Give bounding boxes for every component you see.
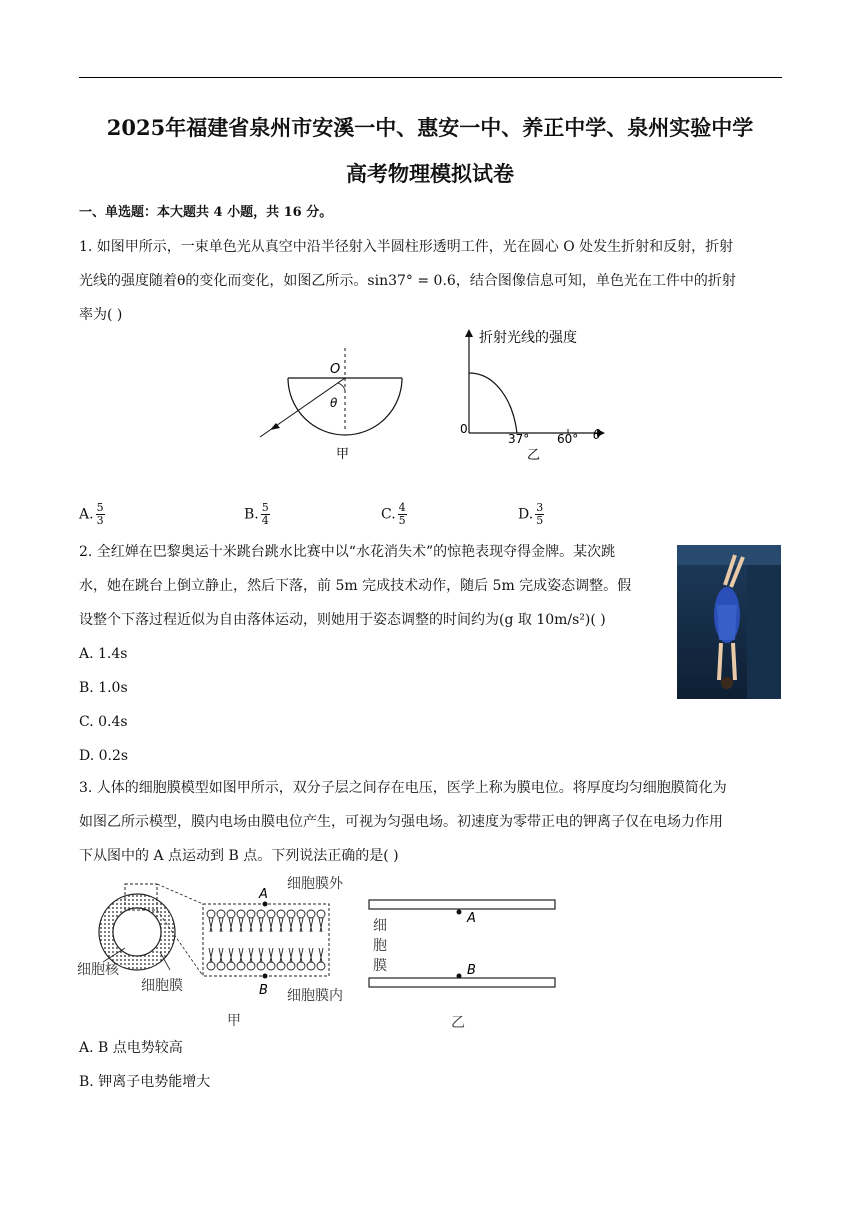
q1-caption-yi: 乙 [527,448,541,463]
exam-title-line1: 2025年福建省泉州市安溪一中、惠安一中、养正中学、泉州实验中学 [106,115,754,140]
q1-ylabel: 折射光线的强度 [479,330,577,346]
q3-side-label-3: 膜 [373,958,387,974]
q1-option-d[interactable] [518,502,544,527]
option-letter: D. [518,506,534,523]
diver-photo [677,545,781,699]
q2-option-a[interactable]: A. 1.4s [79,646,128,662]
q3-fig-right-B: B [467,963,476,978]
denominator: 3 [96,514,104,527]
numerator: 5 [261,501,269,514]
q1-caption-jia: 甲 [336,447,350,462]
q3-option-b[interactable]: B. 钾离子电势能增大 [79,1074,211,1090]
denominator: 4 [261,514,269,527]
q2-option-d[interactable]: D. 0.2s [79,748,129,764]
q1-label-theta: θ [330,396,338,410]
q3-caption-jia: 甲 [227,1013,241,1029]
q3-options [79,1031,210,1099]
q3-fig-left-B: B [259,983,268,998]
q3-option-a[interactable]: A. B 点电势较高 [79,1040,183,1056]
q2-line2: 水，她在跳台上倒立静止，然后下落，前 5m 完成技术动作，随后 5m 完成姿态调整。假 [79,578,632,594]
q1-line2: 光线的强度随着θ的变化而变化，如图乙所示。sin37° = 0.6，结合图像信息可知，单色光在工件中的折射 [79,273,736,289]
q1-option-a[interactable] [79,502,105,527]
fraction [261,502,270,527]
q3-line1: 3. 人体的细胞膜模型如图甲所示，双分子层之间存在电压，医学上称为膜电位。将厚度均匀细胞膜简化为 [79,780,727,796]
denominator: 5 [536,514,544,527]
q1-option-b[interactable] [244,502,270,527]
q1-line3: 率为( ) [79,307,123,323]
exam-title-line2: 高考物理模拟试卷 [346,161,514,186]
q3-fig-right-A: A [467,911,476,926]
q3-label-inside: 细胞膜内 [287,988,343,1004]
q1-figure-left [250,345,420,465]
q3-label-outside: 细胞膜外 [287,876,343,892]
q1-text [79,230,736,332]
fraction [535,502,544,527]
option-letter: B. [244,506,259,523]
q3-label-nucleus: 细胞核 [77,962,119,978]
q1-option-c[interactable] [381,502,407,527]
q3-line3: 下从图中的 A 点运动到 B 点。下列说法正确的是( ) [79,848,399,864]
q1-tick-60: 60° [557,432,579,446]
q1-xlabel: θ [593,428,601,443]
fraction [96,502,105,527]
q2-line1: 2. 全红婵在巴黎奥运十米跳台跳水比赛中以“水花消失术”的惊艳表现夺得金牌。某次跳 [79,544,616,560]
q3-caption-yi: 乙 [451,1015,465,1030]
q3-side-label-2: 胞 [373,938,387,954]
q2-option-b[interactable]: B. 1.0s [79,680,128,696]
top-rule [79,77,782,78]
option-letter: C. [381,506,396,523]
q1-label-O: O [330,362,341,377]
q1-line1: 1. 如图甲所示，一束单色光从真空中沿半径射入半圆柱形透明工件，光在圆心 O 处发生折射和反射，折射 [79,239,734,255]
q1-tick-37: 37° [508,432,530,446]
option-letter: A. [79,506,94,523]
q3-side-label-1: 细 [373,918,387,934]
q2-line3: 设整个下落过程近似为自由落体运动，则她用于姿态调整的时间约为(g 取 10m/s²)( ) [79,612,606,628]
q2-text [79,535,631,773]
fraction [398,502,407,527]
denominator: 5 [398,514,406,527]
numerator: 4 [398,501,406,514]
q1-figure-right [455,325,625,465]
numerator: 5 [96,501,104,514]
q3-line2: 如图乙所示模型，膜内电场由膜电位产生，可视为匀强电场。初速度为零带正电的钾离子仅在电场力作用 [79,814,723,830]
numerator: 3 [536,501,544,514]
q3-figure [75,870,565,1030]
q3-text [79,771,727,873]
q3-label-membrane: 细胞膜 [141,978,183,994]
section-heading: 一、单选题：本大题共 4 小题，共 16 分。 [79,205,333,220]
q3-fig-left-A: A [259,887,268,902]
q2-option-c[interactable]: C. 0.4s [79,714,128,730]
q1-origin: 0 [460,422,468,436]
lipid-bilayer [207,910,325,970]
